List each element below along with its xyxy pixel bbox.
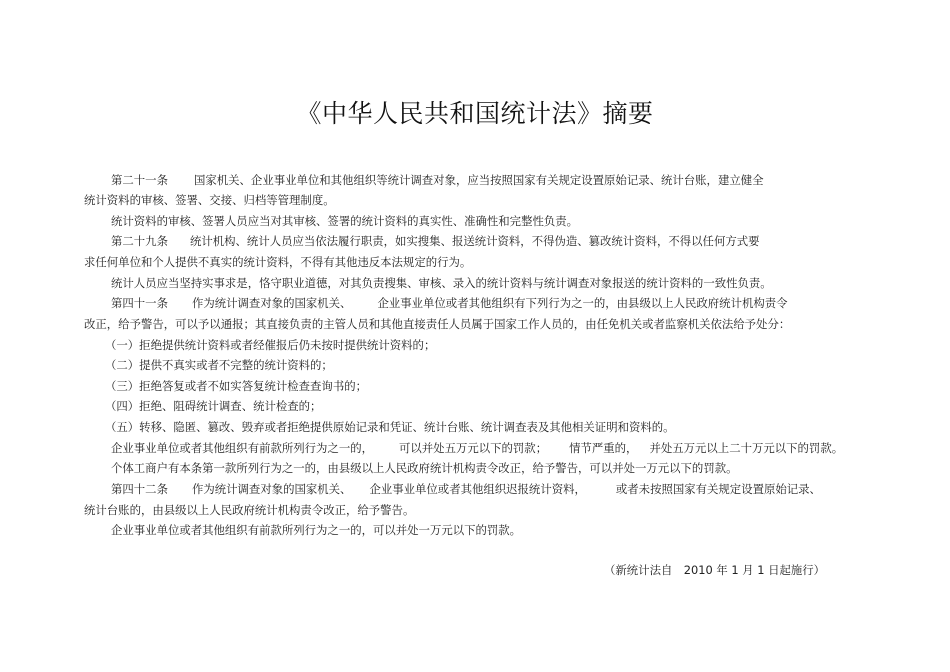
article-21-label: 第二十一条 (111, 173, 168, 187)
effective-date-note: （新统计法自 2010 年 1 月 1 日起施行） (604, 563, 826, 577)
article-41-text-b: 企业事业单位或者其他组织有下列行为之一的，由县级以上人民政府统计机构责令 (377, 296, 788, 310)
document-title: 《中华人民共和国统计法》摘要 (296, 99, 654, 128)
article-21-line-2: 统计资料的审核、签署、交接、归档等管理制度。 (84, 193, 335, 207)
article-41-fine-paragraph (111, 441, 843, 455)
article-41-item-1: （一）拒绝提供统计资料或者经催报后仍未按时提供统计资料的； (105, 338, 436, 352)
article-41-line-2: 改正，给予警告，可以予以通报；其直接负责的主管人员和其他直接责任人员属于国家工作人员的，由任免机关或者监察机关依法给予处分： (84, 317, 791, 331)
article-29-line-2: 求任何单位和个人提供不真实的统计资料，不得有其他违反本法规定的行为。 (84, 255, 472, 269)
fine-text-c: 情节严重的， (569, 441, 638, 455)
fine-text-d: 并处五万元以上二十万元以下的罚款。 (649, 441, 844, 455)
article-42-line-2: 统计台账的，由县级以上人民政府统计机构责令改正，给予警告。 (84, 503, 415, 517)
article-42-text-a: 作为统计调查对象的国家机关、 (191, 482, 352, 496)
article-42-text-b: 企业事业单位或者其他组织迟报统计资料， (369, 482, 586, 496)
article-41-item-2: （二）提供不真实或者不完整的统计资料的； (105, 358, 333, 372)
fine-text-b: 可以并处五万元以下的罚款； (399, 441, 548, 455)
article-41-item-4: （四）拒绝、阻碍统计调查、统计检查的； (105, 399, 322, 413)
article-41-individual-paragraph: 个体工商户有本条第一款所列行为之一的，由县级以上人民政府统计机构责令改正，给予警告，可以并处一万元以下的罚款。 (111, 461, 738, 475)
article-41-text-a: 作为统计调查对象的国家机关、 (191, 296, 352, 310)
article-41-label: 第四十一条 (111, 296, 168, 310)
article-42-label: 第四十二条 (111, 482, 168, 496)
article-41-line-1 (111, 296, 788, 310)
article-42-text-c: 或者未按照国家有关规定设置原始记录、 (615, 482, 821, 496)
article-21-line-1 (111, 173, 764, 187)
article-42-line-1 (111, 482, 821, 496)
article-21-text: 国家机关、企业事业单位和其他组织等统计调查对象，应当按照国家有关规定设置原始记录、统计台账，建立健全 (193, 173, 764, 187)
article-41-item-3: （三）拒绝答复或者不如实答复统计检查查询书的； (105, 379, 367, 393)
article-29-text: 统计机构、统计人员应当依法履行职责，如实搜集、报送统计资料，不得伪造、篡改统计资料，不得以任何方式要 (189, 234, 760, 248)
article-29-paragraph-2: 统计人员应当坚持实事求是，恪守职业道德，对其负责搜集、审核、录入的统计资料与统计调查对象报送的统计资料的一致性负责。 (111, 276, 772, 290)
article-29-label: 第二十九条 (111, 234, 168, 248)
fine-text-a: 企业事业单位或者其他组织有前款所列行为之一的， (111, 441, 373, 455)
article-29-line-1 (111, 234, 760, 248)
article-41-item-5: （五）转移、隐匿、篡改、毁弃或者拒绝提供原始记录和凭证、统计台账、统计调查表及其他相关证明和资料的。 (105, 420, 675, 434)
article-42-paragraph-2: 企业事业单位或者其他组织有前款所列行为之一的，可以并处一万元以下的罚款。 (111, 523, 522, 537)
article-21-paragraph-2: 统计资料的审核、签署人员应当对其审核、签署的统计资料的真实性、准确性和完整性负责。 (111, 214, 579, 228)
